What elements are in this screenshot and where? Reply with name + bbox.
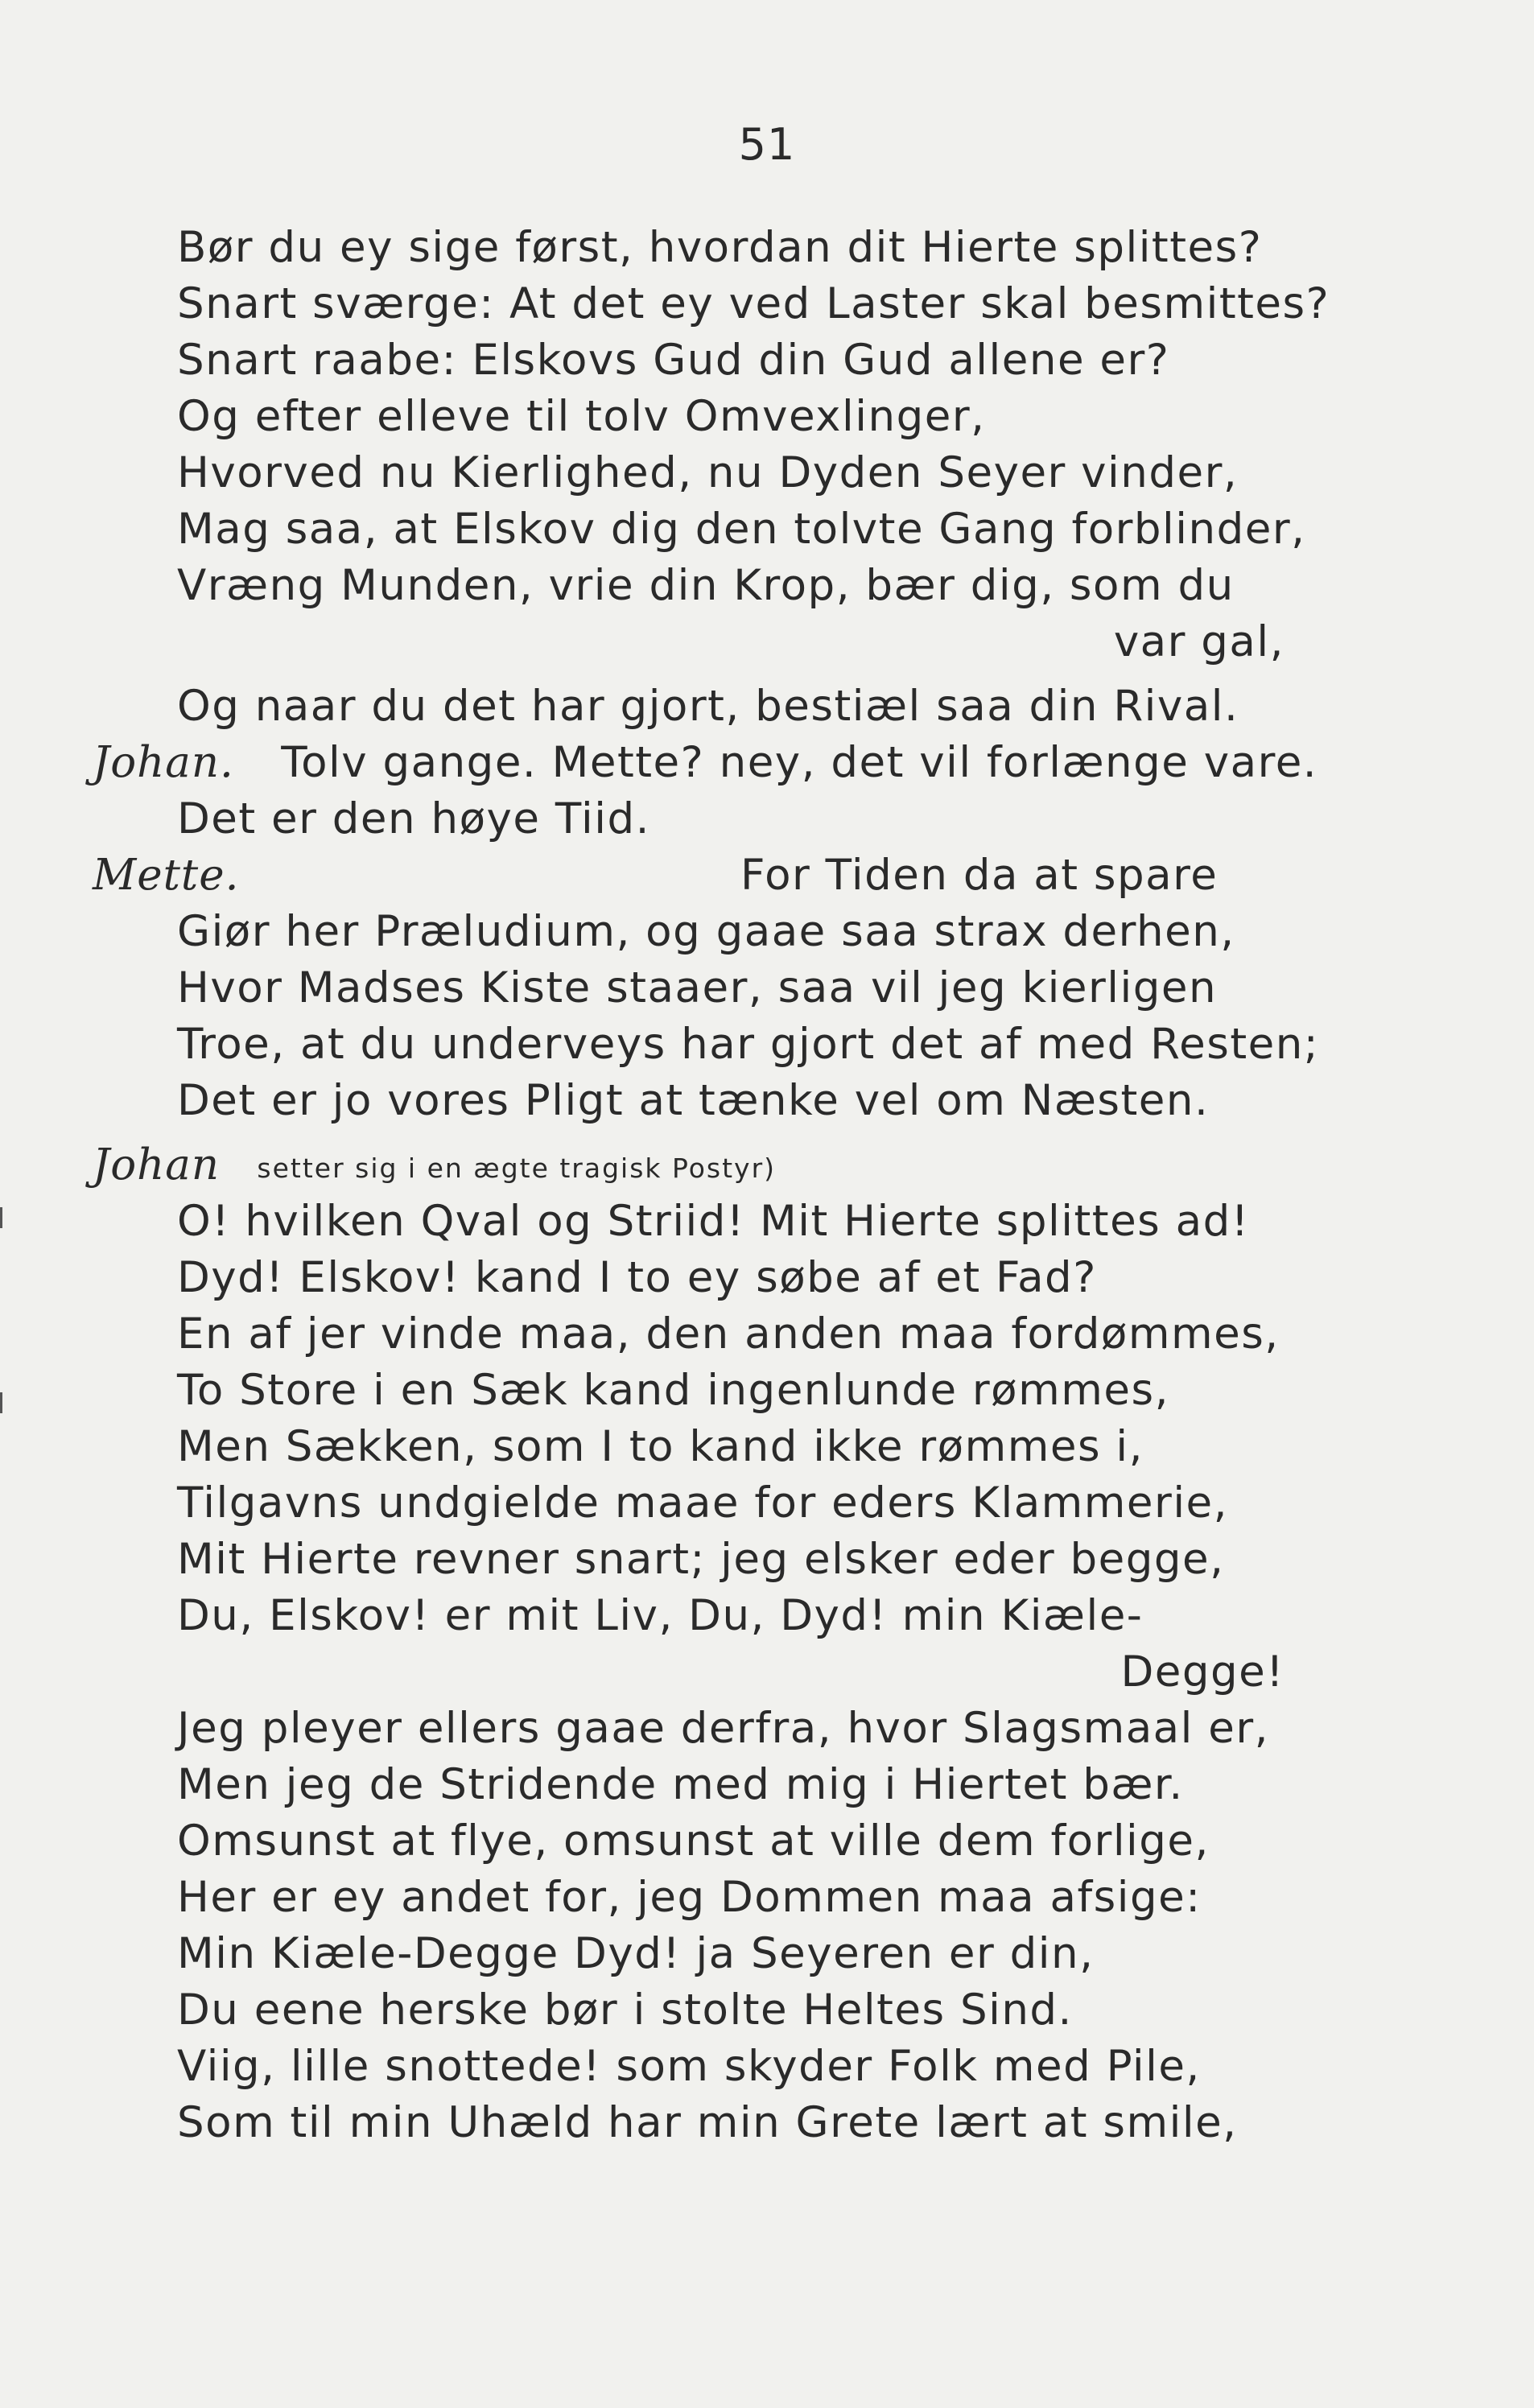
speaker-name: Johan (93, 1140, 221, 1190)
verse-line: Giør her Præludium, og gaae saa strax derhen, (177, 907, 1235, 956)
verse-line: Her er ey andet for, jeg Dommen maa afsige: (177, 1873, 1202, 1922)
verse-line: Mag saa, at Elskov dig den tolvte Gang forblinder, (177, 505, 1306, 554)
speaker-name: Johan. (93, 738, 234, 787)
verse-line: Viig, lille snottede! som skyder Folk med Pile, (177, 2042, 1201, 2091)
verse-line-continuation: Degge! (1120, 1647, 1285, 1697)
speech-text: For Tiden da at spare (740, 851, 1219, 900)
verse-line: Hvor Madses Kiste staaer, saa vil jeg kierligen (177, 963, 1218, 1012)
verse-line: Du eene herske bør i stolte Heltes Sind. (177, 1985, 1073, 2035)
dialogue-line (93, 1137, 776, 1194)
verse-line: Bør du ey sige først, hvordan dit Hierte splittes? (177, 223, 1263, 272)
scan-margin-mark (0, 1207, 2, 1228)
verse-line: Det er jo vores Pligt at tænke vel om Næsten. (177, 1076, 1210, 1125)
verse-line: Snart raabe: Elskovs Gud din Gud allene er? (177, 336, 1170, 385)
verse-line: Troe, at du underveys har gjort det af med Resten; (177, 1020, 1320, 1069)
verse-line: Hvorved nu Kierlighed, nu Dyden Seyer vinder, (177, 448, 1239, 497)
scan-margin-mark (0, 1392, 2, 1413)
verse-line: Vræng Munden, vrie din Krop, bær dig, som du (177, 561, 1235, 610)
dialogue-line (93, 735, 1318, 791)
verse-line: Mit Hierte revner snart; jeg elsker eder begge, (177, 1535, 1225, 1584)
verse-line: Som til min Uhæld har min Grete lært at smile, (177, 2098, 1238, 2147)
verse-line: Og naar du det har gjort, bestiæl saa din Rival. (177, 682, 1239, 731)
verse-line: Men Sækken, som I to kand ikke rømmes i, (177, 1422, 1144, 1471)
verse-line: Snart sværge: At det ey ved Laster skal besmittes? (177, 279, 1330, 328)
verse-line: Dyd! Elskov! kand I to ey søbe af et Fad? (177, 1253, 1097, 1302)
verse-line: Omsunst at flye, omsunst at ville dem forlige, (177, 1816, 1210, 1866)
verse-line: Min Kiæle-Degge Dyd! ja Seyeren er din, (177, 1929, 1095, 1978)
verse-line-continuation: var gal, (1113, 617, 1285, 666)
verse-line: To Store i en Sæk kand ingenlunde rømmes, (177, 1366, 1169, 1415)
verse-line: En af jer vinde maa, den anden maa fordømmes, (177, 1309, 1280, 1359)
verse-line: Og efter elleve til tolv Omvexlinger, (177, 392, 986, 441)
speech-text: Tolv gange. Mette? ney, det vil forlænge vare. (281, 738, 1318, 787)
verse-line: Tilgavns undgielde maae for eders Klammerie, (177, 1478, 1229, 1528)
stage-direction: setter sig i en ægte tragisk Postyr) (257, 1152, 777, 1184)
verse-line: Jeg pleyer ellers gaae derfra, hvor Slagsmaal er, (177, 1704, 1269, 1753)
page-number: 51 (738, 119, 796, 170)
verse-line: Det er den høye Tiid. (177, 794, 650, 843)
verse-line: Du, Elskov! er mit Liv, Du, Dyd! min Kiæle- (177, 1591, 1144, 1640)
verse-line: O! hvilken Qval og Striid! Mit Hierte splittes ad! (177, 1197, 1250, 1246)
verse-line: Men jeg de Stridende med mig i Hiertet bær. (177, 1760, 1184, 1809)
dialogue-line (93, 847, 1300, 904)
speaker-name: Mette. (93, 851, 240, 900)
